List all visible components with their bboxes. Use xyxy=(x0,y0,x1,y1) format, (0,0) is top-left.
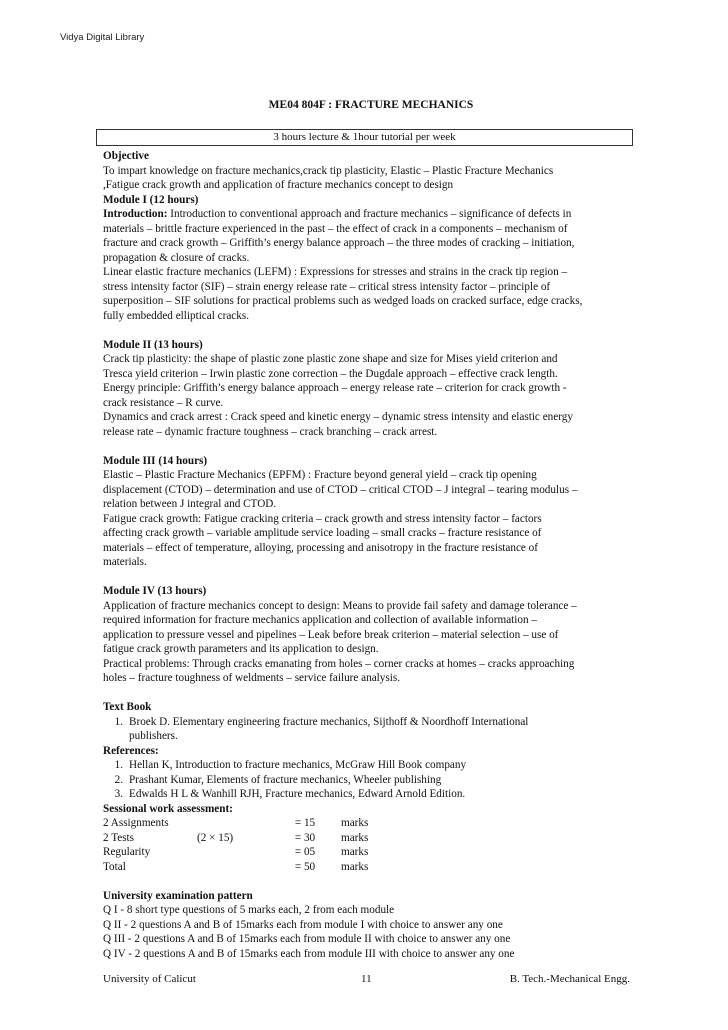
module1-line: fracture and crack growth – Griffith’s energy balance approach – the three modes of cracking – initiation, xyxy=(103,237,575,249)
assessment-value: = 15 xyxy=(294,817,316,829)
objective-line: To impart knowledge on fracture mechanics,crack tip plasticity, Elastic – Plastic Fracture Mechanics xyxy=(103,164,554,177)
footer-page-number: 11 xyxy=(361,973,372,985)
assessment-unit: marks xyxy=(341,846,369,858)
assessment-unit: marks xyxy=(341,860,369,873)
hours-text: 3 hours lecture & 1hour tutorial per week xyxy=(273,131,456,143)
reference-item xyxy=(103,758,633,773)
module4-line: fatigue crack growth parameters and its application to design. xyxy=(103,643,379,655)
assessment-row xyxy=(103,860,633,875)
assessment-unit: marks xyxy=(341,817,369,829)
introduction-label: Introduction: xyxy=(103,208,168,220)
syllabus-content xyxy=(103,149,633,961)
assessment-detail xyxy=(197,845,277,860)
watermark-text: Vidya Digital Library xyxy=(60,32,145,43)
textbook-item-number: 1. xyxy=(114,715,123,728)
module1-line: propagation & closure of cracks. xyxy=(103,251,250,264)
assessment-row xyxy=(103,816,633,831)
module3-heading: Module III (14 hours) xyxy=(103,454,208,467)
module2-line: Energy principle: Griffith’s energy balance approach – energy release rate – criterion for crack growth - xyxy=(103,382,567,394)
assessment-label: 2 Tests xyxy=(103,831,135,844)
module2-line: Tresca yield criterion – Irwin plastic zone correction – the Dugdale approach – effective crack length. xyxy=(103,367,558,380)
assessment-detail xyxy=(197,816,277,831)
textbook-heading: Text Book xyxy=(103,701,152,713)
textbook-item-line1: Broek D. Elementary engineering fracture mechanics, Sijthoff & Noordhoff International xyxy=(129,715,529,728)
module3-line: displacement (CTOD) – determination and use of CTOD – critical CTOD – J integral – tearing modulus – xyxy=(103,483,578,496)
module1-heading: Module I (12 hours) xyxy=(103,193,199,206)
module3-line: Fatigue crack growth: Fatigue cracking criteria – crack growth and stress intensity factor – factors xyxy=(103,512,542,525)
exam-heading: University examination pattern xyxy=(103,889,253,902)
reference-number: 1. xyxy=(114,759,123,771)
reference-text: Prashant Kumar, Elements of fracture mechanics, Wheeler publishing xyxy=(129,773,442,786)
assessment-detail: (2 × 15) xyxy=(197,831,234,844)
reference-number: 3. xyxy=(114,788,123,800)
objective-heading: Objective xyxy=(103,150,149,162)
assessment-label: Total xyxy=(103,860,126,873)
assessment-unit: marks xyxy=(341,831,369,844)
footer-university: University of Calicut xyxy=(103,973,196,985)
module2-line: Crack tip plasticity: the shape of plastic zone plastic zone shape and size for Mises yield criterion and xyxy=(103,353,558,365)
sessional-heading: Sessional work assessment: xyxy=(103,802,233,815)
hours-box xyxy=(96,129,633,146)
textbook-item-line2: publishers. xyxy=(129,730,178,742)
footer-course: B. Tech.-Mechanical Engg. xyxy=(509,973,630,985)
module1-line: Linear elastic fracture mechanics (LEFM) : Expressions for stresses and strains in the crack tip region – xyxy=(103,266,568,278)
module2-heading: Module II (13 hours) xyxy=(103,338,203,351)
assessment-row xyxy=(103,845,633,860)
module1-line: materials – brittle fracture experienced in the past – the effect of crack in a components – mechanism of xyxy=(103,222,568,235)
module1-intro-line xyxy=(103,207,633,222)
module3-line: materials. xyxy=(103,556,147,568)
assessment-value: = 50 xyxy=(294,860,316,873)
page-title: ME04 804F : FRACTURE MECHANICS xyxy=(268,99,474,111)
module2-line: release rate – dynamic fracture toughness – crack branching – crack arrest. xyxy=(103,425,438,438)
reference-number: 2. xyxy=(114,773,123,786)
module1-line: stress intensity factor (SIF) – strain energy release rate – critical stress intensity factor – principle of xyxy=(103,280,551,293)
assessment-value: = 05 xyxy=(294,846,316,858)
module4-line: holes – fracture toughness of weldments – service failure analysis. xyxy=(103,672,400,684)
module1-line: superposition – SIF solutions for practical problems such as wedged loads on cracked surface, edge cracks, xyxy=(103,295,583,307)
assessment-label: 2 Assignments xyxy=(103,817,169,829)
reference-text: Edwalds H L & Wanhill RJH, Fracture mechanics, Edward Arnold Edition. xyxy=(129,788,466,800)
exam-line: Q III - 2 questions A and B of 15marks each from module II with choice to answer any one xyxy=(103,933,511,945)
exam-line: Q II - 2 questions A and B of 15marks each from module I with choice to answer any one xyxy=(103,918,503,931)
exam-line: Q IV - 2 questions A and B of 15marks each from module III with choice to answer any one xyxy=(103,947,515,960)
module2-line: Dynamics and crack arrest : Crack speed and kinetic energy – dynamic stress intensity and elastic energy xyxy=(103,411,573,423)
module4-heading: Module IV (13 hours) xyxy=(103,585,207,597)
assessment-row xyxy=(103,831,633,846)
textbook-item xyxy=(103,715,633,744)
module4-line: application to pressure vessel and pipelines – Leak before break criterion – material selection – use of xyxy=(103,628,559,641)
textbook-item-text xyxy=(129,715,633,744)
reference-text: Hellan K, Introduction to fracture mechanics, McGraw Hill Book company xyxy=(129,759,467,771)
assessment-detail xyxy=(197,860,277,875)
module3-line: materials – effect of temperature, alloying, processing and anisotropy in the fracture resistance of xyxy=(103,541,539,554)
module3-line: Elastic – Plastic Fracture Mechanics (EPFM) : Fracture beyond general yield – crack tip opening xyxy=(103,469,537,481)
reference-item xyxy=(103,787,633,802)
module4-line: required information for fracture mechanics application and collection of available information – xyxy=(103,614,537,626)
module3-line: relation between J integral and CTOD. xyxy=(103,498,277,510)
references-heading: References: xyxy=(103,744,159,757)
assessment-label: Regularity xyxy=(103,846,151,858)
module1-intro-text: Introduction to conventional approach and fracture mechanics – significance of defects in xyxy=(167,208,572,220)
assessment-value: = 30 xyxy=(294,831,316,844)
objective-line: ,Fatigue crack growth and application of fracture mechanics concept to design xyxy=(103,179,454,191)
exam-line: Q I - 8 short type questions of 5 marks each, 2 from each module xyxy=(103,904,395,916)
module2-line: crack resistance – R curve. xyxy=(103,396,224,409)
reference-item xyxy=(103,773,633,788)
module4-line: Application of fracture mechanics concept to design: Means to provide fail safety and damage tolerance – xyxy=(103,599,577,612)
module3-line: affecting crack growth – variable amplitude service loading – small cracks – fracture resistance of xyxy=(103,527,542,539)
module4-line: Practical problems: Through cracks emanating from holes – corner cracks at homes – cracks approaching xyxy=(103,657,575,670)
module1-line: fully embedded elliptical cracks. xyxy=(103,309,250,322)
